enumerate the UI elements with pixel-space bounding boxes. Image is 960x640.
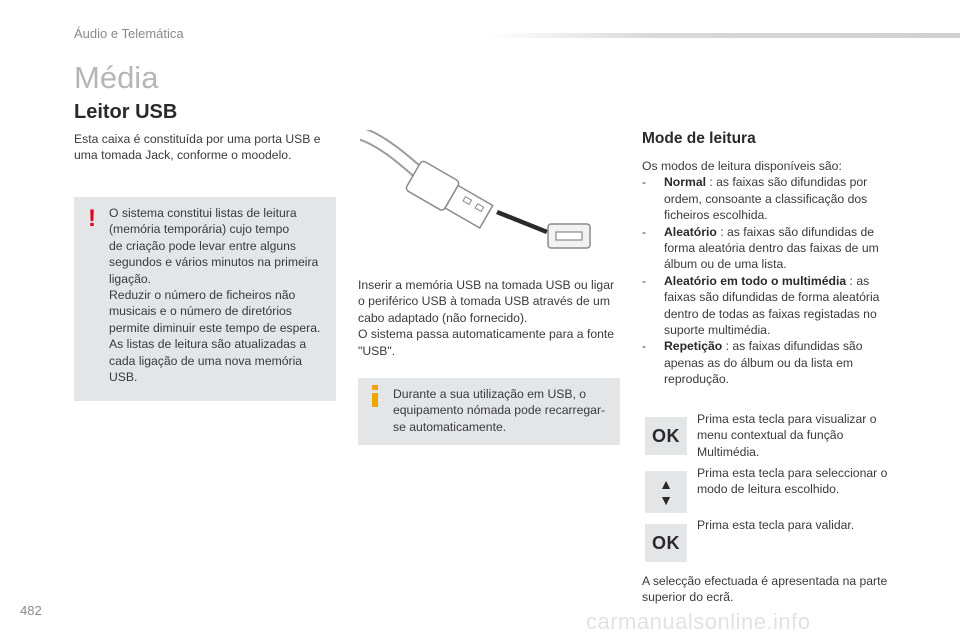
- mode-text: [642, 158, 892, 388]
- mode-item-normal: [642, 174, 892, 223]
- warning-line: permite diminuir este tempo de espera.: [109, 320, 321, 335]
- mode-title: Mode de leitura: [642, 130, 756, 147]
- ok-key-icon: OK: [645, 417, 687, 455]
- warning-line: USB.: [109, 370, 138, 385]
- warning-line: cada ligação de uma nova memória: [109, 353, 303, 368]
- warning-line: (memória temporária) cujo tempo: [109, 222, 290, 237]
- mode-desc: : as faixas são difundidas de forma aleatória dentro das faixas de um álbum ou de uma lista.: [664, 224, 879, 272]
- warning-line: As listas de leitura são atualizadas a: [109, 337, 307, 352]
- intro-text: Esta caixa é constituída por uma porta USB e uma tomada Jack, conforme o moodelo.: [74, 132, 321, 163]
- info-text: [393, 386, 615, 435]
- mode-name: Repetição: [664, 339, 723, 354]
- footer-text: A selecção efectuada é apresentada na parte superior do ecrã.: [642, 574, 888, 605]
- warning-line: ligação.: [109, 271, 152, 286]
- warning-line: de criação pode levar entre alguns: [109, 238, 296, 253]
- key-desc-menu: Prima esta tecla para visualizar o menu contextual da função Multimédia.: [697, 412, 877, 459]
- mode-name: Aleatório: [664, 224, 717, 239]
- insert-line: "USB".: [358, 343, 396, 358]
- mode-desc: : as faixas são difundidas por ordem, consoante a classificação dos ficheiros escolhida.: [664, 175, 868, 223]
- insert-line: o periférico USB à tomada USB através de um: [358, 294, 610, 309]
- info-line: Durante a sua utilização em USB, o: [393, 387, 587, 401]
- page-number: 482: [20, 603, 42, 618]
- info-line: equipamento nómada pode recarregar-: [393, 403, 606, 418]
- exclamation-icon: !: [88, 205, 96, 232]
- warning-line: musicais e o número de diretórios: [109, 304, 292, 319]
- ok-key-icon: OK: [645, 524, 687, 562]
- header-title: Áudio e Telemática: [74, 26, 184, 41]
- key-desc-select: Prima esta tecla para seleccionar o modo de leitura escolhido.: [697, 466, 888, 497]
- key-desc-validate: Prima esta tecla para validar.: [697, 518, 855, 532]
- watermark: carmanualsonline.info: [586, 609, 811, 634]
- mode-item-repeat: [642, 338, 892, 387]
- list-dash: -: [642, 273, 647, 288]
- insert-line: O sistema passa automaticamente para a fonte: [358, 327, 615, 342]
- mode-name: Normal: [664, 175, 706, 190]
- mode-intro: Os modos de leitura disponíveis são:: [642, 159, 842, 173]
- warning-text: [109, 205, 329, 385]
- insert-text: [358, 277, 623, 359]
- mode-list: [642, 174, 892, 387]
- mode-name: Aleatório em todo o multimédia: [664, 273, 847, 288]
- warning-line: O sistema constitui listas de leitura: [109, 206, 297, 220]
- insert-line: cabo adaptado (não fornecido).: [358, 310, 528, 325]
- list-dash: -: [642, 339, 647, 354]
- usb-plug-illustration: [360, 130, 600, 255]
- info-line: se automaticamente.: [393, 419, 507, 434]
- mode-item-random: [642, 224, 892, 273]
- mode-item-random-all: [642, 273, 892, 339]
- arrow-up-icon: ▲: [659, 476, 673, 492]
- list-dash: -: [642, 224, 647, 239]
- info-icon: [369, 385, 381, 407]
- mode-desc: : as faixas difundidas são apenas as do álbum ou da lista em reprodução.: [664, 339, 863, 387]
- list-dash: -: [642, 175, 647, 190]
- header-rule: [488, 33, 960, 38]
- sub-title: Leitor USB: [74, 101, 178, 123]
- insert-line: Inserir a memória USB na tomada USB ou ligar: [358, 278, 615, 292]
- mode-desc: : as faixas são difundidas de forma aleatória dentro de todas as faixas registadas no suporte multimédia.: [664, 273, 880, 338]
- warning-line: Reduzir o número de ficheiros não: [109, 288, 296, 303]
- section-title: Média: [74, 60, 159, 95]
- up-down-key-icon: [645, 471, 687, 513]
- warning-line: segundos e vários minutos na primeira: [109, 255, 319, 270]
- arrow-down-icon: ▼: [659, 492, 673, 508]
